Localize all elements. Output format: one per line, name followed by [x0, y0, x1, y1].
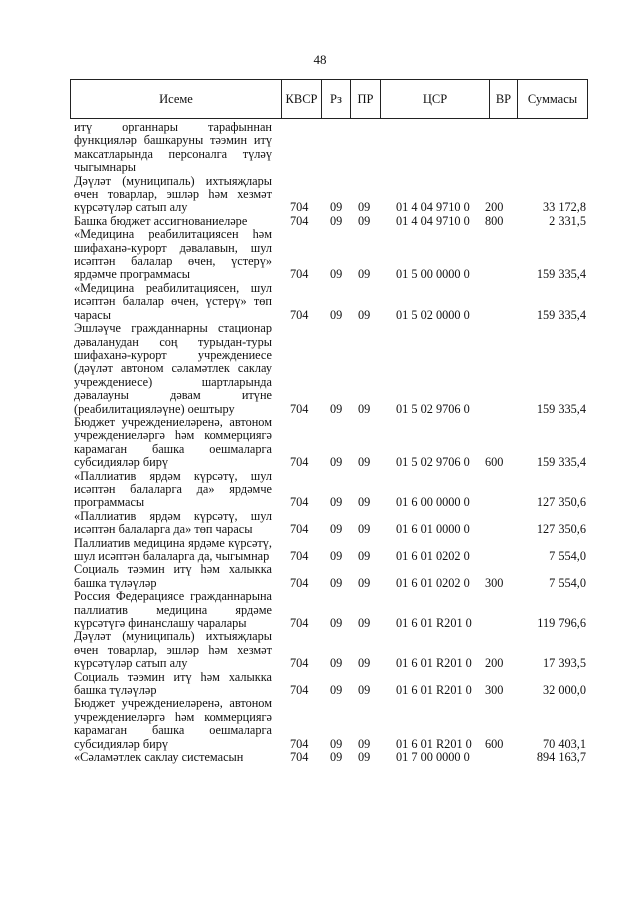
row-csr: 01 7 00 0000 0 [396, 750, 470, 765]
row-kvsr: 704 [290, 455, 309, 470]
row-csr: 01 5 02 9706 0 [396, 455, 470, 470]
row-sum: 159 335,4 [536, 455, 586, 470]
table-row [74, 121, 594, 175]
row-rz: 09 [330, 401, 343, 416]
row-sum: 7 554,0 [549, 575, 586, 590]
row-kvsr: 704 [290, 401, 309, 416]
row-csr: 01 6 01 0000 0 [396, 522, 470, 537]
row-sum: 32 000,0 [542, 683, 586, 698]
row-vr: 800 [485, 213, 504, 228]
column-header-rz: Рз [322, 80, 351, 118]
row-pr: 09 [358, 200, 371, 215]
table-row [74, 175, 594, 215]
table-row [74, 228, 594, 282]
row-pr: 09 [358, 750, 371, 765]
row-name: итү органнары тарафыннан функцияләр башкаруны тәэмин итү максатларында персоналга түләү чыгымнары [74, 120, 272, 175]
row-csr: 01 5 02 0000 0 [396, 307, 470, 322]
row-name: «Сәламәтлек саклау системасын [74, 750, 244, 765]
row-rz: 09 [330, 522, 343, 537]
row-rz: 09 [330, 307, 343, 322]
row-pr: 09 [358, 307, 371, 322]
row-kvsr: 704 [290, 267, 309, 282]
row-kvsr: 704 [290, 200, 309, 215]
row-sum: 159 335,4 [536, 267, 586, 282]
row-kvsr: 704 [290, 575, 309, 590]
table-row [74, 282, 594, 322]
table-row [74, 590, 594, 630]
row-name: Дәүләт (муниципаль) ихтыяҗлары өчен товарлар, эшләр һәм хезмәт күрсәтүләр сатып алу [74, 629, 272, 671]
column-header-csr: ЦСР [381, 80, 490, 118]
row-pr: 09 [358, 401, 371, 416]
row-pr: 09 [358, 495, 371, 510]
row-rz: 09 [330, 495, 343, 510]
row-kvsr: 704 [290, 213, 309, 228]
row-name: «Медицина реабилитациясен һәм шифаханә-курорт дәвалавын, шул исәптән балалар өчен, үстерү» ярдәмче программасы [74, 227, 272, 282]
row-sum: 894 163,7 [536, 750, 586, 765]
row-vr: 200 [485, 656, 504, 671]
row-name: «Паллиатив ярдәм күрсәтү, шул исәптән балаларга да» төп чарасы [74, 508, 272, 537]
row-sum: 7 554,0 [549, 549, 586, 563]
row-sum: 127 350,6 [536, 522, 586, 537]
table-row [74, 510, 594, 537]
row-name: Паллиатив медицина ярдәме күрсәтү, шул исәптән балаларга да, чыгымнар [74, 535, 272, 563]
row-csr: 01 4 04 9710 0 [396, 200, 470, 215]
row-pr: 09 [358, 267, 371, 282]
row-pr: 09 [358, 683, 371, 698]
row-kvsr: 704 [290, 656, 309, 671]
row-sum: 33 172,8 [542, 200, 586, 215]
row-vr: 600 [485, 736, 504, 751]
row-kvsr: 704 [290, 549, 309, 563]
row-rz: 09 [330, 549, 343, 563]
row-pr: 09 [358, 455, 371, 470]
row-name: Эшләүче гражданнарны стационар дәваланудан соң турыдан-туры шифаханә-курорт учреждениесе (дәүләт автоном сәламәтлек саклау учреждениесе) шартларында дәвалауны дәвам итүне (реабилитацияләүне) оештыру [74, 321, 272, 416]
column-header-name: Исеме [71, 80, 282, 118]
row-name: Бюджет учреждениеләренә, автоном учреждениеләргә һәм коммерциягә карамаган башка оешмаларга субсидияләр бирү [74, 696, 272, 751]
row-csr: 01 4 04 9710 0 [396, 213, 470, 228]
row-name: Башка бюджет ассигнованиеләре [74, 213, 248, 228]
row-rz: 09 [330, 683, 343, 698]
row-csr: 01 6 01 0202 0 [396, 549, 470, 563]
row-name: Дәүләт (муниципаль) ихтыяҗлары өчен товарлар, эшләр һәм хезмәт күрсәтүләр сатып алу [74, 173, 272, 215]
row-csr: 01 5 02 9706 0 [396, 401, 470, 416]
table-row [74, 537, 594, 564]
table-row [74, 697, 594, 751]
row-kvsr: 704 [290, 495, 309, 510]
table-row [74, 322, 594, 416]
column-header-kvsr: КВСР [282, 80, 322, 118]
row-rz: 09 [330, 656, 343, 671]
row-csr: 01 6 00 0000 0 [396, 495, 470, 510]
row-name: «Медицина реабилитациясен, шул исәптән балалар өчен, үстерү» төп чарасы [74, 280, 272, 322]
row-name: «Паллиатив ярдәм күрсәтү, шул исәптән балаларга да» ярдәмче программасы [74, 468, 272, 510]
row-sum: 2 331,5 [549, 213, 586, 228]
row-sum: 17 393,5 [542, 656, 586, 671]
table-row [74, 751, 594, 764]
row-rz: 09 [330, 455, 343, 470]
row-rz: 09 [330, 213, 343, 228]
table-header [70, 79, 588, 119]
row-sum: 159 335,4 [536, 307, 586, 322]
row-sum: 70 403,1 [542, 736, 586, 751]
row-csr: 01 6 01 R201 0 [396, 656, 472, 671]
row-rz: 09 [330, 200, 343, 215]
row-csr: 01 6 01 R201 0 [396, 736, 472, 751]
row-sum: 159 335,4 [536, 401, 586, 416]
column-header-pr: ПР [351, 80, 381, 118]
row-pr: 09 [358, 522, 371, 537]
column-header-vr: ВР [490, 80, 518, 118]
table-row [74, 563, 594, 590]
table-row [74, 671, 594, 698]
row-rz: 09 [330, 575, 343, 590]
row-rz: 09 [330, 267, 343, 282]
row-rz: 09 [330, 736, 343, 751]
row-rz: 09 [330, 750, 343, 765]
row-name: Россия Федерациясе гражданнарына паллиатив медицина ярдәме күрсәтүгә финанслашу чаралары [74, 589, 272, 631]
row-sum: 119 796,6 [537, 616, 586, 631]
row-kvsr: 704 [290, 307, 309, 322]
row-kvsr: 704 [290, 683, 309, 698]
row-kvsr: 704 [290, 736, 309, 751]
row-vr: 200 [485, 200, 504, 215]
row-csr: 01 6 01 0202 0 [396, 575, 470, 590]
page-number: 48 [313, 52, 327, 67]
column-header-sum: Суммасы [527, 91, 578, 106]
row-pr: 09 [358, 575, 371, 590]
row-vr: 300 [485, 683, 504, 698]
row-rz: 09 [330, 616, 343, 631]
row-name: Социаль тәэмин итү һәм халыкка башка түләүләр [74, 669, 272, 698]
row-name: Бюджет учреждениеләренә, автоном учреждениеләргә һәм коммерциягә карамаган башка оешмаларга субсидияләр бирү [74, 414, 272, 470]
row-kvsr: 704 [290, 522, 309, 537]
row-kvsr: 704 [290, 616, 309, 631]
row-csr: 01 6 01 R201 0 [396, 683, 472, 698]
row-sum: 127 350,6 [536, 495, 586, 510]
row-kvsr: 704 [290, 750, 309, 765]
row-pr: 09 [358, 736, 371, 751]
table-body [74, 121, 594, 765]
row-csr: 01 5 00 0000 0 [396, 267, 470, 282]
table-row [74, 630, 594, 670]
row-pr: 09 [358, 656, 371, 671]
row-pr: 09 [358, 549, 371, 563]
row-csr: 01 6 01 R201 0 [396, 616, 472, 631]
table-row [74, 470, 594, 510]
row-name: Социаль тәэмин итү һәм халыкка башка түләүләр [74, 562, 272, 590]
row-vr: 600 [485, 455, 504, 470]
row-pr: 09 [358, 213, 371, 228]
row-vr: 300 [485, 575, 504, 590]
row-pr: 09 [358, 616, 371, 631]
table-row [74, 215, 594, 228]
table-row [74, 416, 594, 470]
